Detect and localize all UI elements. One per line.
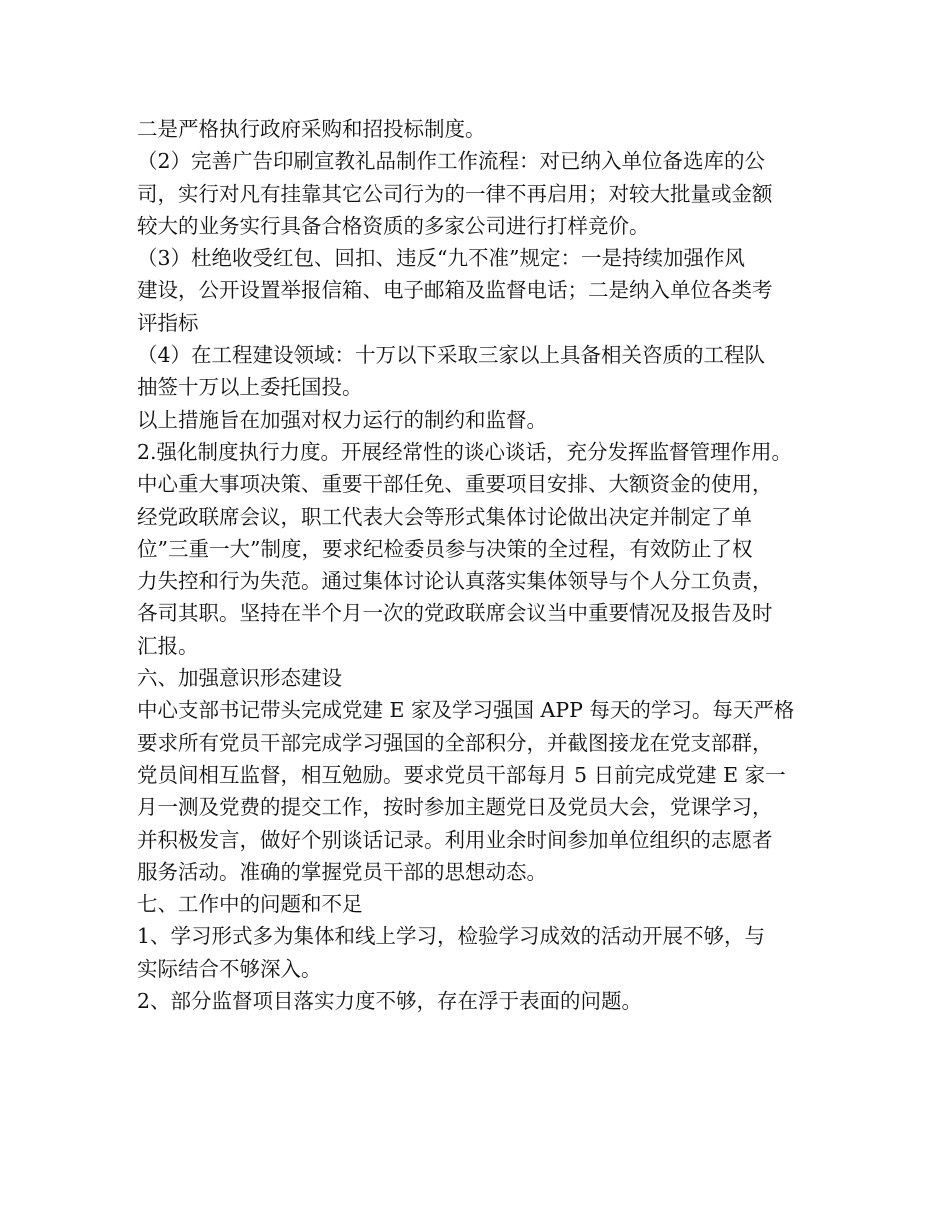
text-line: 二是严格执行政府采购和招投标制度。	[137, 117, 486, 141]
text-line: 月一测及党费的提交工作，按时参加主题党日及党员大会，党课学习，	[137, 795, 773, 820]
text-line: 1、学习形式多为集体和线上学习，检验学习成效的活动开展不够，与	[137, 924, 766, 949]
text-line: 服务活动。准确的掌握党员干部的思想动态。	[137, 859, 547, 884]
text-line: 建设，公开设置举报信箱、电子邮箱及监督电话；二是纳入单位各类考	[137, 278, 773, 303]
text-line: 以上措施旨在加强对权力运行的制约和监督。	[137, 407, 547, 432]
text-line: 实际结合不够深入。	[137, 956, 322, 981]
text-line: 位”三重一大”制度，要求纪检委员参与决策的全过程，有效防止了权	[137, 536, 753, 561]
text-line: 2、部分监督项目落实力度不够，存在浮于表面的问题。	[137, 989, 643, 1014]
section-heading: 六、加强意识形态建设	[137, 666, 342, 691]
text-line: 要求所有党员干部完成学习强国的全部积分，并截图接龙在党支部群，	[137, 730, 773, 755]
section-heading: 七、工作中的问题和不足	[137, 892, 363, 917]
text-line: 司，实行对凡有挂靠其它公司行为的一律不再启用；对较大批量或金额	[137, 181, 773, 206]
text-line: （3）杜绝收受红包、回扣、违反“九不准”规定：一是持续加强作风	[137, 246, 746, 271]
document-body	[137, 113, 837, 1017]
text-line: 评指标	[137, 310, 199, 335]
text-line: 经党政联席会议，职工代表大会等形式集体讨论做出决定并制定了单	[137, 504, 752, 529]
text-line: 抽签十万以上委托国投。	[137, 375, 363, 400]
text-line: 力失控和行为失范。通过集体讨论认真落实集体领导与个人分工负责，	[137, 569, 773, 594]
text-line: 并积极发言，做好个别谈话记录。利用业余时间参加单位组织的志愿者	[137, 827, 773, 852]
text-line: （2）完善广告印刷宣教礼品制作工作流程：对已纳入单位备选库的公	[137, 149, 766, 174]
text-line: 中心支部书记带头完成党建 E 家及学习强国 APP 每天的学习。每天严格	[137, 698, 795, 723]
text-line: 各司其职。坚持在半个月一次的党政联席会议当中重要情况及报告及时	[137, 601, 773, 626]
text-line: 党员间相互监督，相互勉励。要求党员干部每月 5 日前完成党建 E 家一	[137, 762, 786, 787]
text-line: 较大的业务实行具备合格资质的多家公司进行打样竞价。	[137, 213, 650, 238]
text-line: （4）在工程建设领域：十万以下采取三家以上具备相关咨质的工程队	[137, 343, 766, 368]
text-line: 中心重大事项决策、重要干部任免、重要项目安排、大额资金的使用，	[137, 472, 773, 497]
text-line: 2.强化制度执行力度。开展经常性的谈心谈话，充分发挥监督管理作用。	[137, 439, 793, 464]
text-line: 汇报。	[137, 633, 199, 658]
